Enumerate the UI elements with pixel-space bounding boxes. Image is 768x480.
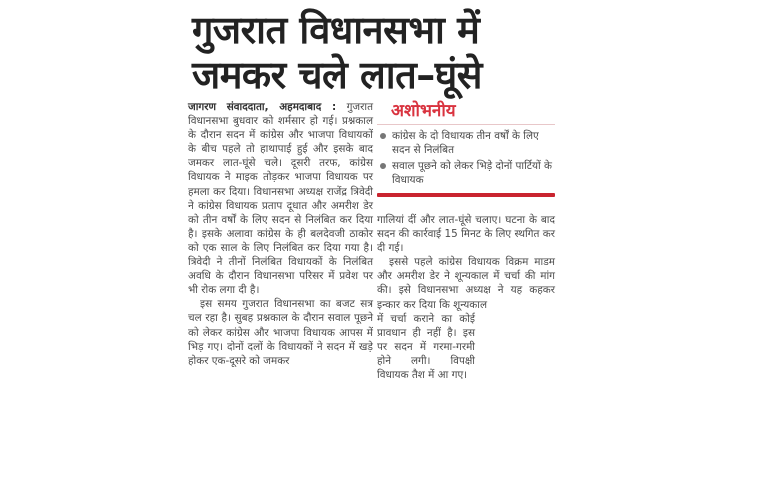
left-column	[188, 100, 373, 368]
left-paragraph-1: गुजरात विधानसभा बुधवार को शर्मसार हो गई। प्रश्नकाल के दौरान सदन में कांग्रेस और भाजपा विधायकों के बीच पहले तो हाथापाई हुई और इसके बाद जमकर लात-घूंसे चले। दूसरी तरफ, कांग्रेस विधायक ने माइक तोड़कर भाजपा विधायक पर हमला कर दिया। विधानसभा अध्यक्ष राजेंद्र त्रिवेदी ने कांग्रेस विधायक प्रताप दूधात और अमरीश डेर को तीन वर्षों के लिए सदन से निलंबित कर दिया है। इसके अलावा कांग्रेस के ही बलदेवजी ठाकोर को एक साल के लिए निलंबित कर दिया गया है। त्रिवेदी ने तीनों निलंबित विधायकों के निलंबित अवधि के दौरान विधानसभा परिसर में प्रवेश पर भी रोक लगा दी है।	[188, 101, 373, 297]
highlight-bullet-text: कांग्रेस के दो विधायक तीन वर्षों के लिए सदन से निलंबित	[392, 130, 539, 156]
headline-line-1: गुजरात विधानसभा में	[192, 8, 480, 52]
headline	[192, 8, 572, 98]
right-column	[377, 213, 555, 382]
highlight-thin-divider	[377, 124, 555, 125]
highlight-title: अशोभनीय	[391, 101, 456, 121]
newspaper-clipping	[180, 0, 565, 480]
right-paragraph-1: गालियां दीं और लात-घूंसे चलाए। घटना के बाद सदन की कार्रवाई 15 मिनट के लिए स्थगित कर दी गई।	[377, 214, 555, 255]
headline-line-2: जमकर चले लात–घूंसे	[192, 53, 482, 97]
highlight-bullet	[377, 129, 555, 157]
byline: जागरण संवाददाता, अहमदाबाद :	[188, 101, 337, 113]
highlight-box	[377, 100, 555, 197]
right-paragraph-2-continued: में चर्चा कराने का कोई प्रावधान ही नहीं है। इस पर सदन में गरमा-गरमी होने लगी। विपक्षी विधायक तैश में आ गए।	[377, 312, 475, 382]
highlight-bullet	[377, 159, 555, 187]
right-paragraph-2: इससे पहले कांग्रेस विधायक विक्रम माडम और अमरीश डेर ने शून्यकाल में चर्चा की मांग की। इसे विधानसभा अध्यक्ष ने यह कहकर इन्कार कर दिया कि शून्यकाल	[377, 256, 555, 311]
bullet-dot-icon	[380, 133, 386, 139]
highlight-bullet-text: सवाल पूछने को लेकर भिड़े दोनों पार्टियों के विधायक	[392, 160, 552, 186]
bullet-dot-icon	[380, 163, 386, 169]
left-paragraph-2: इस समय गुजरात विधानसभा का बजट सत्र चल रहा है। सुबह प्रश्नकाल के दौरान सवाल पूछने को लेकर कांग्रेस और भाजपा विधायक आपस में भिड़ गए। दोनों दलों के विधायकों ने सदन में खड़े होकर एक-दूसरे को जमकर	[188, 298, 373, 367]
highlight-red-divider	[377, 193, 555, 197]
